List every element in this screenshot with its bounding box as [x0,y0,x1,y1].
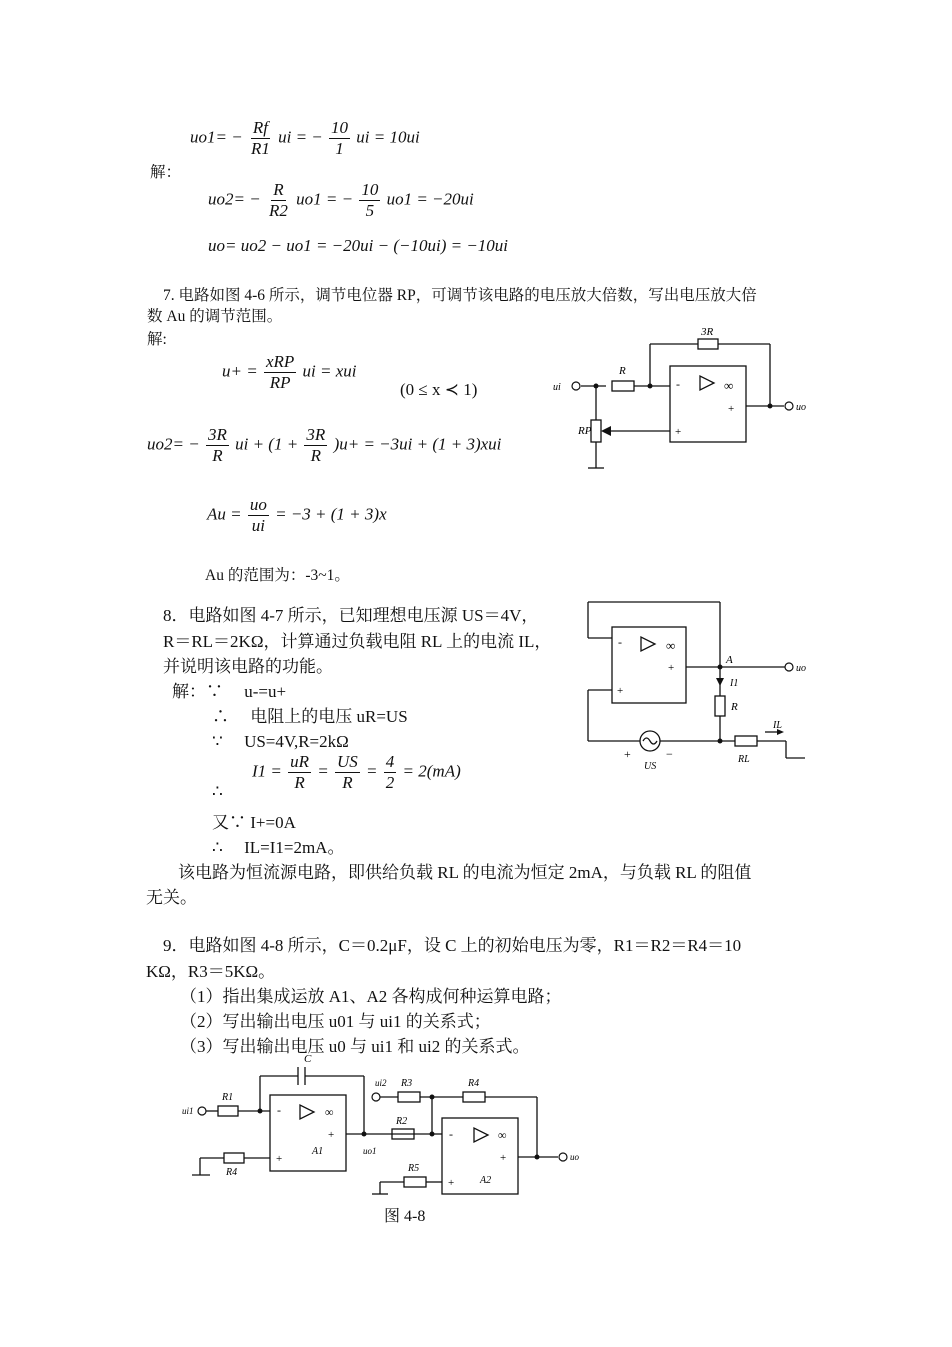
label-r1: R1 [222,1092,234,1103]
label-rp: RP [578,425,592,437]
figure-4-7-circuit [580,598,810,778]
label-a1-minus: - [277,1103,281,1117]
frac-us-r [335,752,360,793]
label-a1: A1 [312,1146,324,1157]
label-r2: R2 [396,1116,408,1127]
q6-jie-label: 解： [150,164,182,181]
num: xRP [265,352,295,371]
num: uo [249,495,267,514]
label-ui1: ui1 [182,1106,194,1116]
label-r: R [619,365,626,377]
q7-equation-2 [147,425,501,466]
frac-4-2 [384,752,397,793]
eq-tail: = 2(mA) [402,761,461,781]
label-r4-right: R4 [468,1078,480,1089]
label-ui: ui [553,382,561,393]
eq-lhs: uo2= − [147,434,200,454]
label-a1-plus-input: + [276,1153,283,1165]
q7-equation-1 [222,352,357,393]
q8-therefore-symbol: ∴ [212,782,223,801]
den: R [212,446,223,465]
label-il: IL [773,720,782,731]
frac-10-5 [359,180,380,221]
q8-text-line1: 8．电路如图 4-7 所示，已知理想电压源 US＝4V， [163,606,539,625]
label-src-plus: + [624,747,631,761]
figure-4-8-circuit [178,1050,588,1200]
q8-text-line3: 并说明该电路的功能。 [163,657,333,676]
frac-ur-r [288,752,311,793]
eq-lhs: I1 = [252,761,282,781]
den: 1 [335,139,344,158]
eq-lhs: Au = [207,504,242,524]
label-inf: ∞ [724,378,734,393]
figure-4-6-circuit [548,322,818,482]
label-minus: - [676,377,680,391]
eq-tail: ui = xui [302,361,357,381]
label-c: C [304,1053,312,1065]
label-rl: RL [738,754,750,765]
q8-conclusion-line1: 该电路为恒流源电路，即供给负载 RL 的电流为恒定 2mA，与负载 RL 的阻值 [178,863,752,882]
eq-lhs: u+ = [222,361,258,381]
label-r: R [731,701,738,713]
eq-tail: )u+ = −3ui + (1 + 3)xui [333,434,502,454]
label-uo: uo [796,663,806,674]
label-plus-out: + [728,403,735,415]
frac-10-1 [329,118,350,159]
label-ui2: ui2 [375,1078,387,1088]
num: 3R [207,425,227,444]
label-a2-minus: - [449,1127,453,1141]
label-r4-left: R4 [226,1167,238,1178]
q7-text-line1: 7. 电路如图 4-6 所示，调节电位器 RP，可调节该电路的电压放大倍数，写出电压放大倍 [163,287,757,304]
frac-xrp-rp [264,352,296,393]
q6-equation-1: uo1= − $\frac{Rf}{R1}$ ui = − $\frac{10}{1}$ ui = 10ui [190,118,420,158]
eq1-tail: ui = 10ui [356,127,420,147]
eq2-lhs: uo2= [208,189,245,209]
q7-text-line2: 数 Au 的调节范围。 [147,308,283,325]
num: 4 [385,752,395,771]
q8-step-1: 解：∵ u-=u+ [172,682,287,701]
frac-rf-r1 [249,118,272,159]
q6-equation-3: uo= uo2 − uo1 = −20ui − (−10ui) = −10ui [208,236,509,255]
label-a1-inf: ∞ [325,1105,334,1119]
label-plus-input: + [675,426,682,438]
q8-text-line2: R＝RL＝2KΩ，计算通过负载电阻 RL 上的电流 IL， [163,632,552,651]
q9-item-2: （2）写出输出电压 u01 与 ui1 的关系式； [180,1012,491,1031]
num: R [273,180,284,199]
num: US [337,752,358,771]
eq-mid: ui + (1 + [235,434,299,454]
q8-step-5: 又∵ I+=0A [212,813,296,832]
num: 3R [306,425,326,444]
label-a2-plus-input: + [448,1177,455,1189]
label-minus: - [618,635,622,649]
den: R [310,446,322,465]
eq2-tail: uo1 = −20ui [386,189,474,209]
frac-uo-ui [248,495,269,536]
q6-equation-2: uo2= − $\frac{R}{R2}$ uo1 = − $\frac{10}{5}$ uo1 = −20ui [208,180,474,220]
q9-text-line2: KΩ，R3＝5KΩ。 [146,962,276,981]
label-a1-plus-out: + [328,1129,335,1141]
num: 10 [361,180,379,199]
q8-step-6: ∴ IL=I1=2mA。 [212,838,345,857]
label-uo1: uo1 [363,1146,377,1156]
den: R1 [250,139,270,158]
label-plus-out: + [668,662,675,674]
label-src-minus: − [666,747,673,761]
den: 2 [385,773,395,792]
den: R2 [268,201,288,220]
q7-equation-3 [207,495,387,536]
label-a2-plus-out: + [500,1152,507,1164]
label-inf: ∞ [666,638,676,653]
q8-step-4-equation: I1 = $\frac{uR}{R}$ = $\frac{US}{R}$ = $\frac{4}{2}$ = 2(mA) [252,752,461,792]
q7-condition: (0 ≤ x ≺ 1) [400,380,478,399]
q7-range: Au 的范围为：-3~1。 [205,567,350,584]
label-a2-inf: ∞ [498,1128,507,1142]
q9-item-1: （1）指出集成运放 A1、A2 各构成何种运算电路； [180,987,562,1006]
den: R [294,773,305,792]
eq1-lhs: uo1= [190,127,227,147]
frac-3r-r [206,425,229,466]
figure-4-8-caption: 图 4-8 [384,1208,426,1225]
eq-tail: = −3 + (1 + 3)x [275,504,387,524]
label-3r: 3R [701,326,714,338]
q8-step-2: ∴ 电阻上的电压 uR=US [212,707,408,726]
label-node-a: A [726,654,733,666]
label-uo: uo [796,402,806,413]
label-i1: I1 [730,678,739,689]
eq1-mid: ui = − [278,127,323,147]
den: RP [269,373,291,392]
q9-item-3: （3）写出输出电压 u0 与 ui1 和 ui2 的关系式。 [180,1037,530,1056]
label-plus-input: + [617,685,624,697]
frac-3r-r-2 [304,425,327,466]
label-r5: R5 [408,1163,420,1174]
eq2-mid: uo1 = − [296,189,354,209]
q7-jie-label: 解: [147,331,167,348]
label-uo: uo [570,1152,579,1162]
q8-conclusion-line2: 无关。 [146,888,197,907]
num: uR [290,752,310,771]
frac-r-r2 [267,180,290,221]
q8-step-3: ∵ US=4V,R=2kΩ [212,732,349,751]
num: Rf [252,118,268,137]
num: 10 [331,118,349,137]
label-a2: A2 [480,1175,492,1186]
den: ui [251,516,265,535]
q9-text-line1: 9．电路如图 4-8 所示，C＝0.2μF，设 C 上的初始电压为零，R1＝R2＝R4＝10 [163,936,742,955]
label-us: US [644,761,657,772]
label-r3: R3 [401,1078,413,1089]
den: R [342,773,353,792]
den: 5 [365,201,375,220]
